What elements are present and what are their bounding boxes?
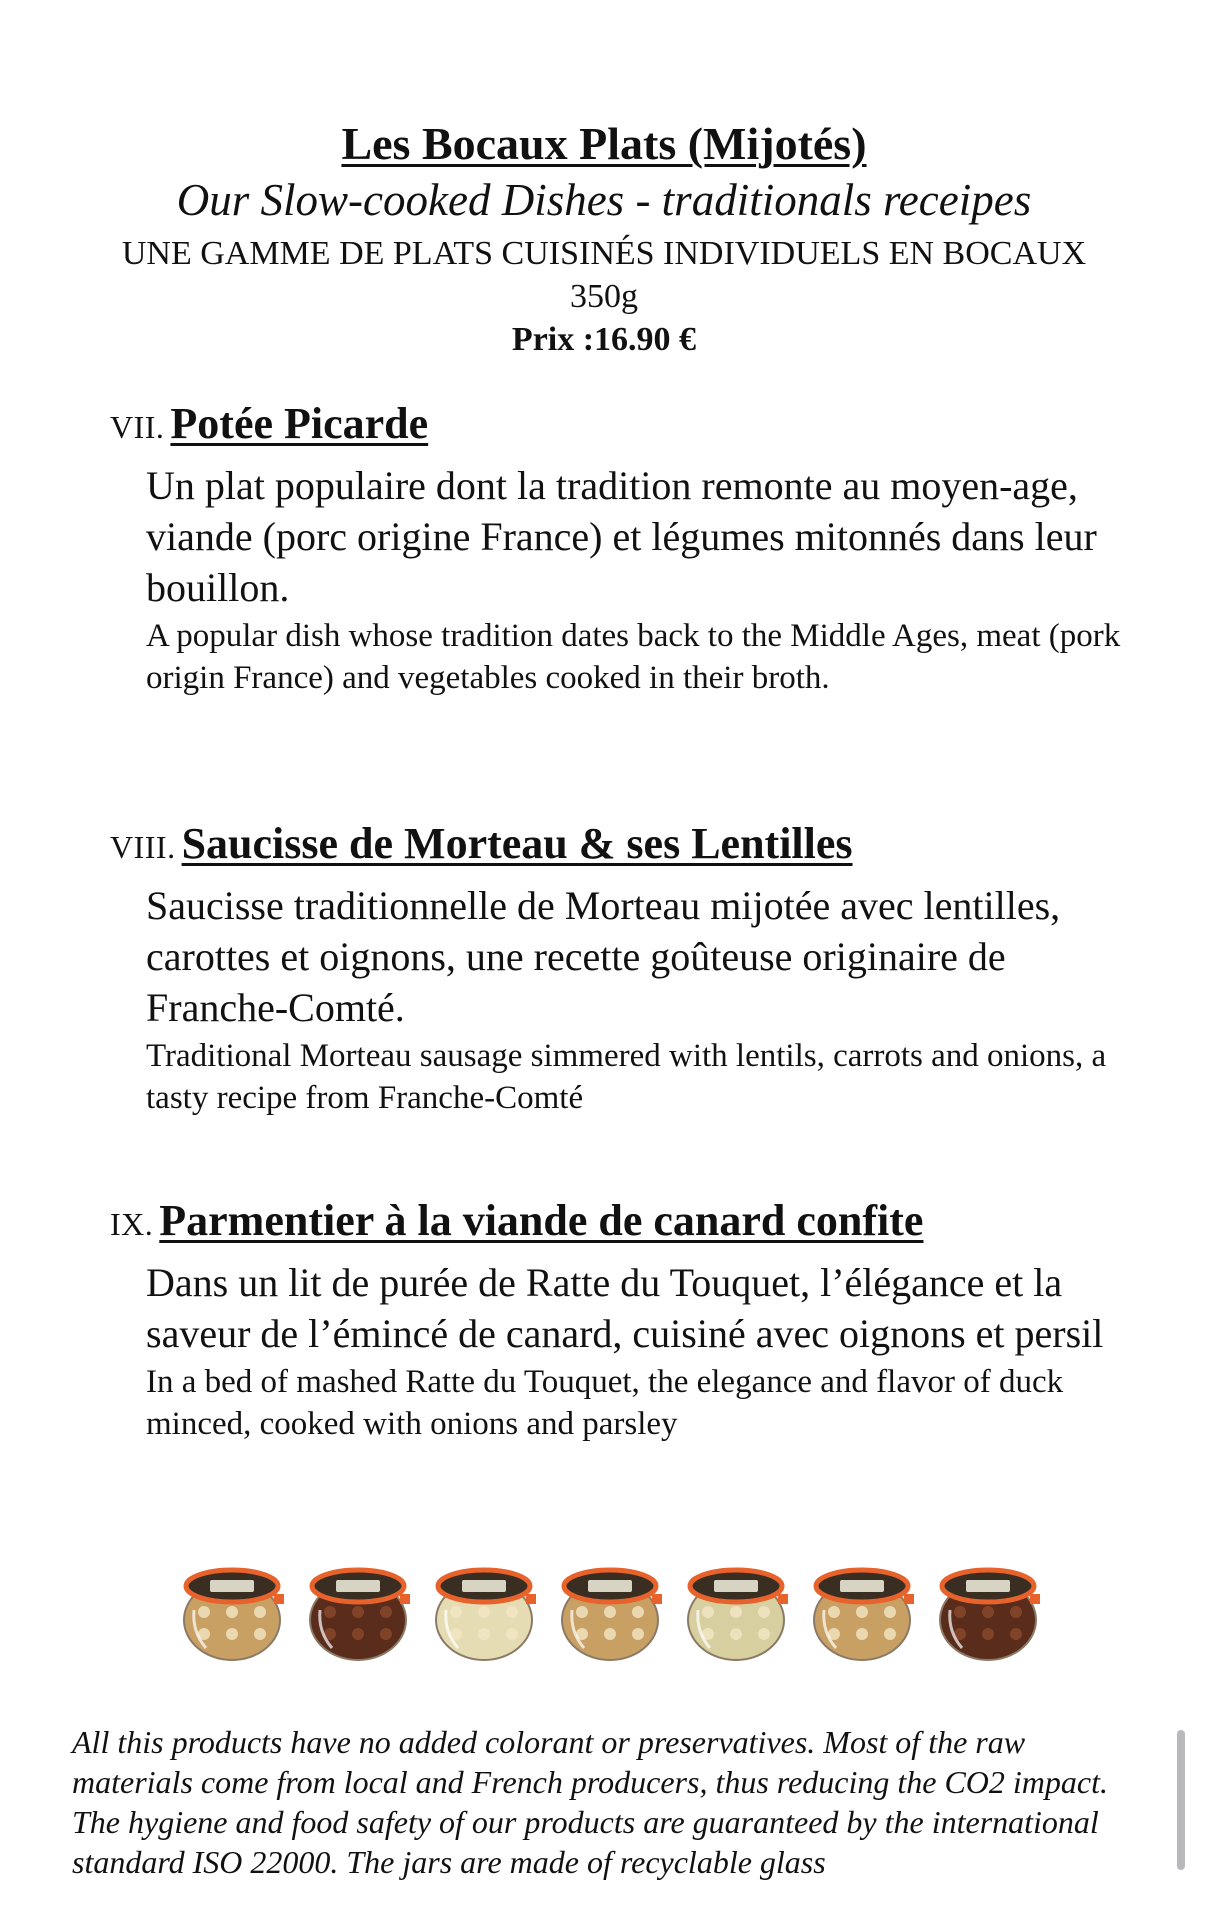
jar-weight: 350g (570, 278, 638, 315)
price-label: Prix :16.90 € (511, 321, 697, 358)
jar-icon (184, 1570, 284, 1660)
dish-description-fr: Dans un lit de purée de Ratte du Touquet, l’élégance et la saveur de l’émincé de canard, cuisiné avec oignons et persil (146, 1260, 1104, 1356)
dish-name: Saucisse de Morteau & ses Lentilles (181, 819, 853, 868)
menu-header (0, 116, 1208, 362)
dish-numeral: IX. (110, 1206, 154, 1242)
jar-icon (310, 1570, 410, 1660)
dish-name: Potée Picarde (170, 399, 429, 448)
jar-illustrations (0, 1550, 1208, 1670)
jar-icon (814, 1570, 914, 1660)
jar-icon (436, 1570, 536, 1660)
dish-name: Parmentier à la viande de canard confite (159, 1196, 924, 1245)
page-title: Les Bocaux Plats (Mijotés) (341, 118, 867, 169)
dish-heading (110, 398, 1130, 460)
dish-item-potee-picarde (110, 398, 1130, 699)
jar-icon (940, 1570, 1040, 1660)
jar-photo-strip (0, 1550, 1208, 1670)
dish-numeral: VIII. (110, 829, 176, 865)
scrollbar-thumb[interactable] (1177, 1730, 1185, 1870)
dish-item-parmentier-canard (110, 1195, 1130, 1445)
dish-description-fr: Saucisse traditionnelle de Morteau mijotée avec lentilles, carottes et oignons, une recette goûteuse originaire de Franche-Comté. (146, 883, 1061, 1030)
product-disclaimer: All this products have no added colorant or preservatives. Most of the raw materials come from local and French producers, thus reducing the CO2 impact. The hygiene and food safety of our products are guaranteed by the international standard ISO 22000. The jars are made of recyclable glass (72, 1724, 1108, 1880)
dish-description-en: A popular dish whose tradition dates back to the Middle Ages, meat (pork origin France) and vegetables cooked in their broth. (146, 618, 1121, 696)
dish-numeral: VII. (110, 409, 165, 445)
dish-description-en: In a bed of mashed Ratte du Touquet, the elegance and flavor of duck minced, cooked with onions and parsley (146, 1364, 1064, 1442)
jar-icon (562, 1570, 662, 1660)
dish-item-saucisse-morteau (110, 818, 1130, 1119)
dish-heading (110, 1195, 1130, 1257)
dish-description-en: Traditional Morteau sausage simmered with lentils, carrots and onions, a tasty recipe from Franche-Comté (146, 1038, 1107, 1116)
dish-description-fr: Un plat populaire dont la tradition remonte au moyen-age, viande (porc origine France) et légumes mitonnés dans leur bouillon. (146, 463, 1097, 610)
dish-heading (110, 818, 1130, 880)
jar-icon (688, 1570, 788, 1660)
range-description: UNE GAMME DE PLATS CUISINÉS INDIVIDUELS EN BOCAUX (121, 235, 1087, 272)
page-subtitle: Our Slow-cooked Dishes - traditionals receipes (176, 175, 1032, 225)
